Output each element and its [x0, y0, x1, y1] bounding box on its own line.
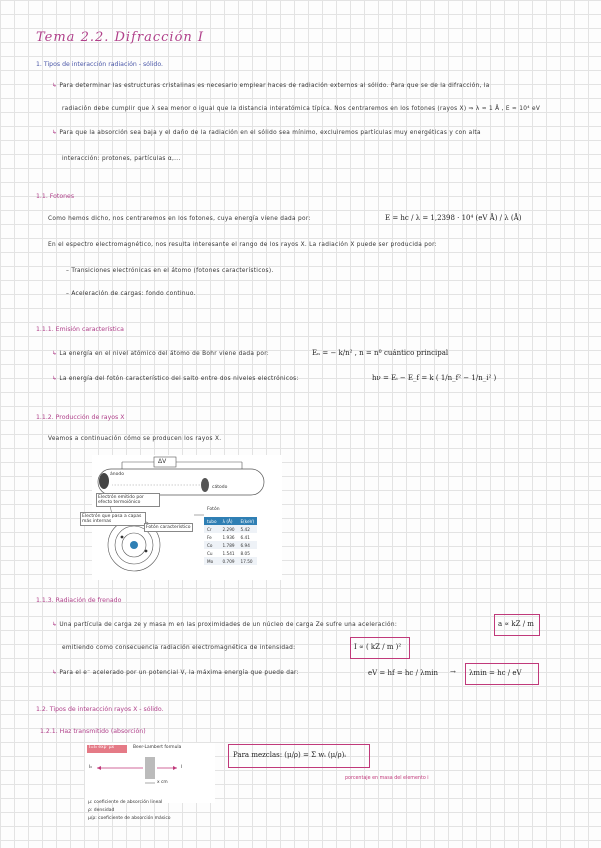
table-row	[204, 549, 257, 557]
foton-caracteristico-label: Fotón característico	[146, 525, 191, 530]
legend-mu: μ: coeficiente de absorción lineal	[88, 800, 163, 805]
bullet-text: La energía en el nivel atómico del átomo de Bohr viene dada por:	[59, 351, 270, 357]
lambda-min-formula: λmin = hc / eV	[469, 669, 522, 677]
mass-percent-note: porcentaje en masa del elemento i	[345, 776, 429, 781]
arrow-icon: ↳	[52, 83, 60, 89]
electron-bullet	[52, 670, 299, 676]
table-cell: 17.50	[238, 557, 258, 565]
section-heading-1-2-1: 1.2.1. Haz transmitido (absorción)	[40, 728, 146, 735]
emitiendo-paragraph: emitiendo como consecuencia radiación electromagnética de intensidad:	[62, 645, 296, 651]
xray-tube-figure	[82, 455, 282, 580]
intensity-formula: I ∝ ( kZ / m )²	[354, 643, 402, 651]
beer-lambert-title: Beer-Lambert formula	[133, 745, 182, 750]
bullet-2-line-2: interacción: protones, partículas α,...	[62, 156, 181, 162]
capas-label: Electrón que pasa a capas más internas	[80, 512, 146, 526]
table-cell: 5.42	[238, 525, 258, 533]
table-header: λ (Å)	[220, 517, 238, 525]
catodo-label: cátodo	[212, 485, 228, 490]
table-cell: 1.936	[222, 534, 235, 540]
dash-item-1: – Transiciones electrónicas en el átomo (fotones característicos).	[66, 268, 274, 274]
xray-tube-table	[204, 517, 257, 565]
frenado-bullet	[52, 622, 397, 628]
section-heading-1-1-2: 1.1.2. Producción de rayos X	[36, 414, 125, 421]
photon-energy-formula: E = hc / λ = 1,2398 · 10⁴ (eV Å) / λ (Å)	[385, 214, 522, 222]
table-cell: 1.789	[220, 541, 238, 549]
bohr-bullet	[52, 351, 269, 357]
bullet-text: Para que la absorción sea baja y el daño de la radiación en el sólido sea mínimo, excluiremos partículas muy energéticas y con alta	[59, 130, 481, 136]
section-heading-1-1-3: 1.1.3. Radiación de frenado	[36, 597, 122, 604]
bullet-1-line-2: radiación debe cumplir que λ sea menor o igual que la distancia interatómica típica. Nos centraremos en los fotones (rayos X) ⇒ λ ≈ 1 Å , E ≈ 10⁴ eV	[62, 106, 541, 112]
table-cell: Fe	[207, 534, 212, 540]
anodo-label: ánodo	[110, 472, 124, 477]
table-row	[204, 525, 257, 533]
fotones-paragraph: Como hemos dicho, nos centraremos en los fotones, cuya energía viene dada por:	[48, 216, 311, 222]
table-cell: Cr	[204, 525, 220, 533]
section-heading-1: 1. Tipos de interacción radiación - sólido.	[36, 61, 163, 68]
table-row	[204, 557, 257, 565]
table-row	[204, 541, 257, 549]
bohr-formula: Eₙ = − k/n² , n = nº cuántico principal	[312, 349, 449, 357]
arrow-icon: ↳	[52, 670, 60, 676]
produccion-paragraph: Veamos a continuación cómo se producen los rayos X.	[48, 436, 222, 442]
table-cell: 1.541	[222, 550, 235, 556]
table-cell: 6.41	[240, 534, 250, 540]
beer-lambert-diagram	[85, 743, 215, 803]
bullet-text: Para determinar las estructuras cristalinas es necesario emplear haces de radiación externos al sólido. Para que se de la difracción, la	[59, 83, 490, 89]
page-title: Tema 2.2. Difracción I	[36, 30, 205, 45]
section-heading-1-1-1: 1.1.1. Emisión característica	[36, 326, 124, 333]
arrow-icon: ↳	[52, 130, 60, 136]
arrow-icon: ↳	[52, 376, 60, 382]
bullet-text: Una partícula de carga ze y masa m en las proximidades de un núcleo de carga Ze sufre una aceleración:	[59, 622, 398, 628]
legend-rho: ρ: densidad	[88, 808, 115, 813]
table-cell: Cu	[207, 550, 213, 556]
table-cell: 2.290	[220, 525, 238, 533]
delta-v-label: ΔV	[158, 458, 167, 465]
table-cell: Mo	[204, 557, 220, 565]
i-label: I	[181, 765, 183, 770]
acceleration-formula: a ∝ kZ / m	[498, 620, 534, 628]
arrow-icon: ↳	[52, 351, 60, 357]
foton-label: Fotón	[207, 507, 220, 512]
implies-arrow-icon: →	[450, 668, 456, 676]
table-cell: 8.05	[240, 550, 250, 556]
beer-lambert-figure	[85, 743, 215, 803]
photon-jump-formula: hν = Eᵢ − E_f = k ( 1/n_f² − 1/n_i² )	[372, 374, 497, 382]
table-cell: 0.709	[220, 557, 238, 565]
electron-label: Electrón emitido por efecto termoiónico	[96, 493, 160, 507]
bullet-2-line-1	[52, 130, 481, 136]
x-label: x cm	[157, 780, 168, 785]
table-row	[204, 533, 257, 541]
table-header: E(keV)	[238, 517, 258, 525]
bullet-text: La energía del fotón característico del salto entre dos niveles electrónicos:	[59, 376, 299, 382]
legend-mu-rho: μ/ρ: coeficiente de absorción másico	[88, 816, 171, 821]
photon-jump-bullet	[52, 376, 299, 382]
beer-lambert-equation: I=I₀ exp⁻μx	[89, 745, 115, 750]
mixtures-formula: Para mezclas: (μ/ρ) = Σ wᵢ (μ/ρ)ᵢ	[233, 751, 346, 759]
table-cell: 6.94	[238, 541, 258, 549]
table-cell: Co	[204, 541, 220, 549]
table-header: tubo	[204, 517, 220, 525]
espectro-paragraph: En el espectro electromagnético, nos resulta interesante el rango de los rayos X. La radiación X puede ser producida por:	[48, 242, 437, 248]
dash-item-2: – Aceleración de cargas: fondo continuo.	[66, 291, 196, 297]
section-heading-1-1: 1.1. Fotones	[36, 193, 75, 200]
bullet-text: Para el e⁻ acelerado por un potencial V, la máxima energía que puede dar:	[59, 670, 299, 676]
max-energy-formula: eV = hf = hc / λmin	[368, 669, 438, 677]
arrow-icon: ↳	[52, 622, 60, 628]
section-heading-1-2: 1.2. Tipos de interacción rayos X - sólido.	[36, 706, 164, 713]
i0-label: I₀	[89, 765, 93, 770]
bullet-1-line-1	[52, 83, 490, 89]
